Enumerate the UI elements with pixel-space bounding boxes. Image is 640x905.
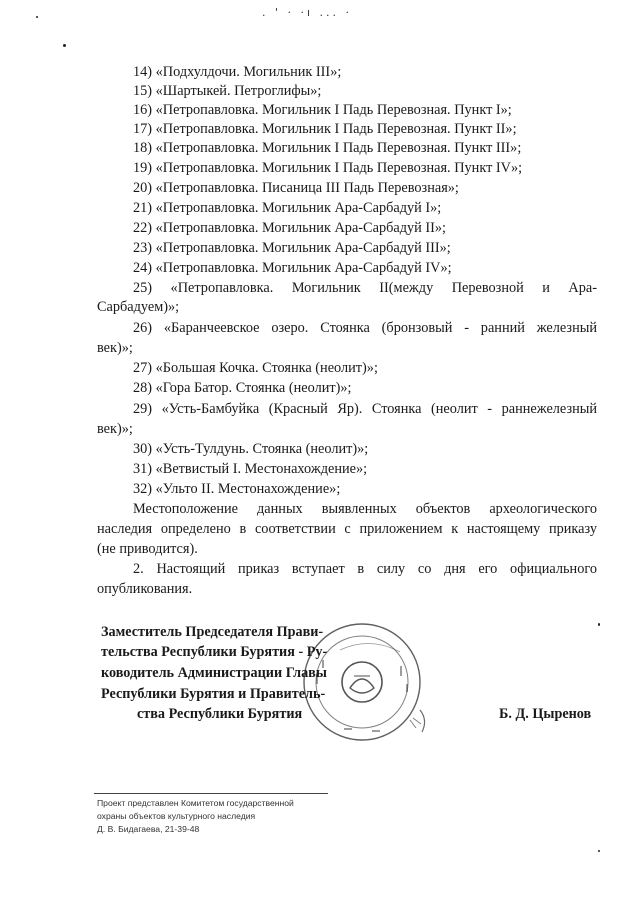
- list-item: 14) «Подхулдочи. Могильник III»;: [133, 64, 342, 80]
- list-item-29-line1: 29) «Усть-Бамбуйка (Красный Яр). Стоянка (неолит - раннежелезный: [133, 401, 597, 417]
- list-item-31: 31) «Ветвистый I. Местонахождение»;: [133, 461, 368, 477]
- signatory-title-line1: Заместитель Председателя Прави-: [101, 624, 324, 640]
- list-item: 16) «Петропавловка. Могильник I Падь Перевозная. Пункт I»;: [133, 102, 512, 118]
- scan-speck: [36, 16, 38, 18]
- list-item-28: 28) «Гора Батор. Стоянка (неолит)»;: [133, 380, 352, 396]
- scan-speck: [63, 44, 66, 47]
- signatory-title-line2: тельства Республики Бурятия - Ру-: [101, 644, 328, 660]
- list-item: 21) «Петропавловка. Могильник Ара-Сарбадуй I»;: [133, 200, 442, 216]
- signatory-title-line4: Республики Бурятия и Правитель-: [101, 686, 326, 702]
- header-scan-marks: . ' · ·ı ... ·: [262, 6, 353, 19]
- footnote-divider: [94, 793, 328, 794]
- paragraph-location-line3: (не приводится).: [97, 541, 198, 557]
- list-item-25-line2: Сарбадуем)»;: [97, 299, 180, 315]
- list-item: 24) «Петропавловка. Могильник Ара-Сарбадуй IV»;: [133, 260, 452, 276]
- list-item-32: 32) «Ульто II. Местонахождение»;: [133, 481, 341, 497]
- paragraph-effective-line2: опубликования.: [97, 581, 193, 597]
- footnote-line2: охраны объектов культурного наследия: [97, 811, 256, 821]
- list-item-25-line1: 25) «Петропавловка. Могильник II(между Перевозной и Ара-: [133, 280, 597, 296]
- footnote-line3: Д. В. Бидагаева, 21-39-48: [97, 824, 200, 834]
- list-item: 15) «Шартыкей. Петроглифы»;: [133, 83, 322, 99]
- paragraph-location-line1: Местоположение данных выявленных объектов археологического: [133, 501, 597, 517]
- list-item: 18) «Петропавловка. Могильник I Падь Перевозная. Пункт III»;: [133, 140, 522, 156]
- list-item-30: 30) «Усть-Тулдунь. Стоянка (неолит)»;: [133, 441, 369, 457]
- list-item-29-line2: век)»;: [97, 421, 133, 437]
- list-item: 22) «Петропавловка. Могильник Ара-Сарбадуй II»;: [133, 220, 447, 236]
- list-item-26-line2: век)»;: [97, 340, 133, 356]
- list-item: 23) «Петропавловка. Могильник Ара-Сарбадуй III»;: [133, 240, 451, 256]
- paragraph-location-line2: наследия определено в соответствии с приложением к настоящему приказу: [97, 521, 597, 537]
- scan-speck: [598, 623, 600, 626]
- footnote-line1: Проект представлен Комитетом государственной: [97, 798, 294, 808]
- signatory-title-line3: ководитель Администрации Главы: [101, 665, 327, 681]
- signatory-title-line5: ства Республики Бурятия: [137, 706, 303, 722]
- list-item-27: 27) «Большая Кочка. Стоянка (неолит)»;: [133, 360, 378, 376]
- paragraph-effective-line1: 2. Настоящий приказ вступает в силу со дня его официального: [133, 561, 597, 577]
- list-item: 17) «Петропавловка. Могильник I Падь Перевозная. Пункт II»;: [133, 121, 517, 137]
- list-item: 19) «Петропавловка. Могильник I Падь Перевозная. Пункт IV»;: [133, 160, 523, 176]
- signatory-name: Б. Д. Цыренов: [499, 706, 592, 722]
- scan-speck: [598, 850, 600, 852]
- list-item: 20) «Петропавловка. Писаница III Падь Перевозная»;: [133, 180, 459, 196]
- list-item-26-line1: 26) «Баранчеевское озеро. Стоянка (бронзовый - ранний железный: [133, 320, 597, 336]
